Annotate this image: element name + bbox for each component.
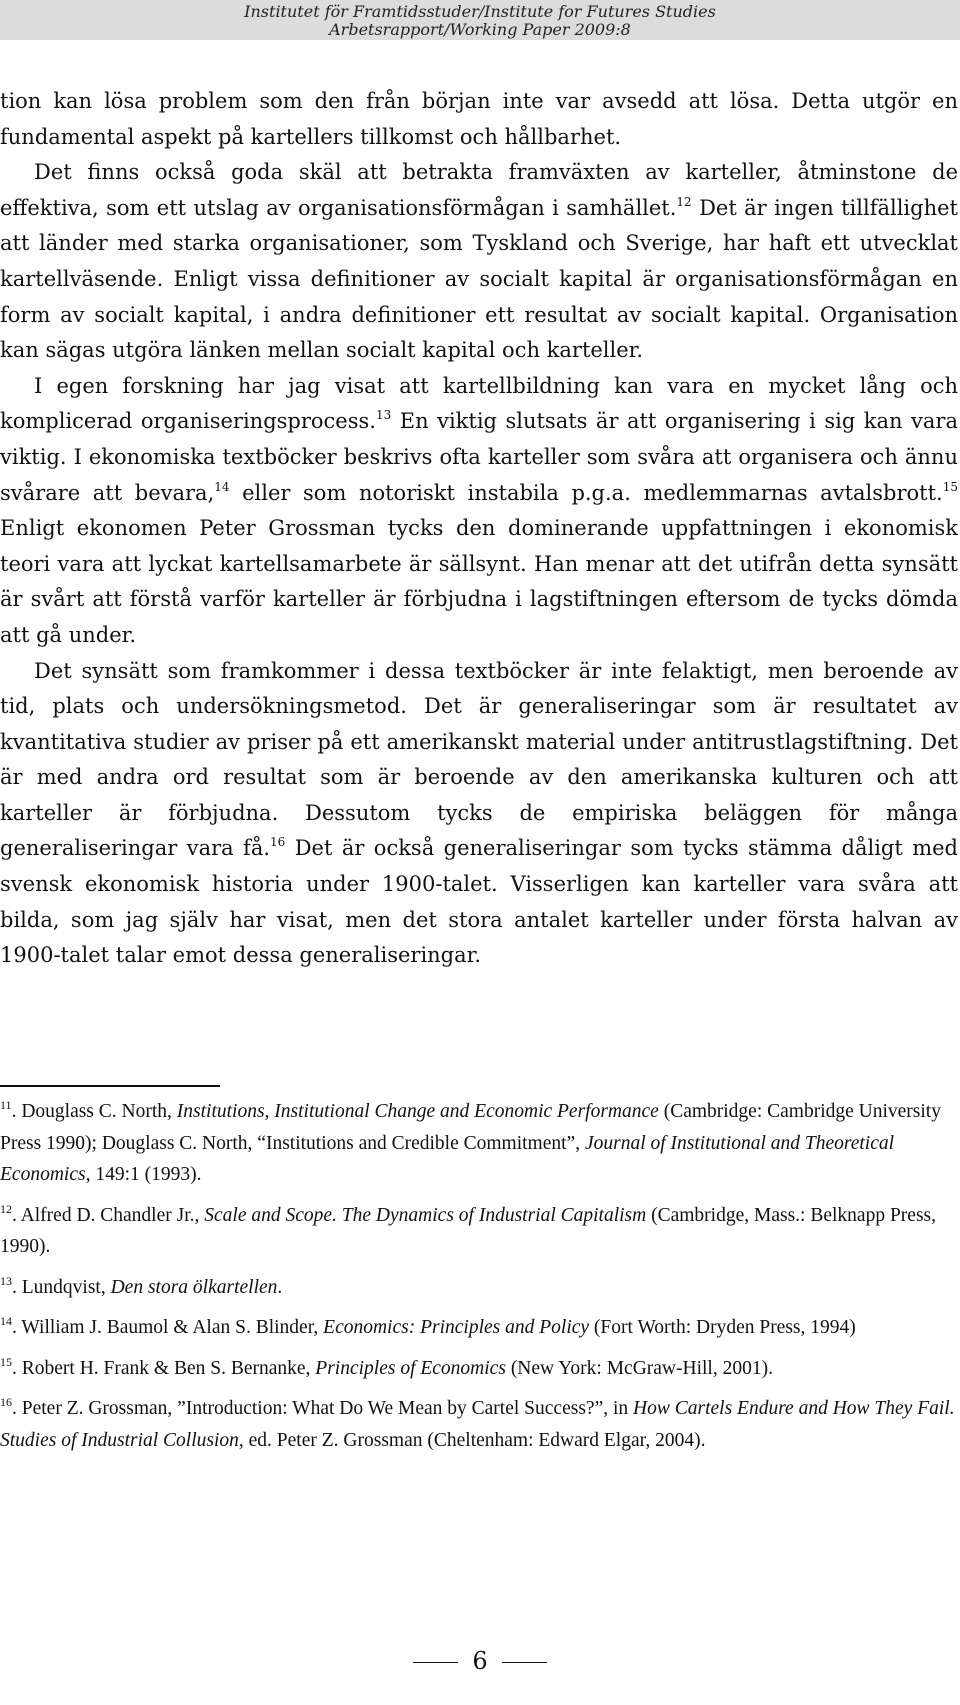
footnote-title: Scale and Scope. The Dynamics of Industrial Capitalism bbox=[204, 1204, 647, 1226]
footnote-text: . William J. Baumol & Alan S. Blinder, bbox=[12, 1317, 324, 1338]
footnote-number: 14 bbox=[0, 1314, 12, 1328]
footnote-text: (Cambridge: Cambridge University Press 1990); Douglass C. North, “Institutions and Credible Commitment”, bbox=[0, 1101, 941, 1154]
footnote-number: 15 bbox=[0, 1354, 12, 1369]
footnotes bbox=[0, 1096, 958, 1465]
footnote-text: (Cambridge, Mass.: Belknapp Press, 1990). bbox=[0, 1204, 936, 1257]
footnote-text: , 149:1 (1993). bbox=[85, 1164, 202, 1185]
footnote-separator bbox=[0, 1085, 220, 1087]
footnote-text: . Douglass C. North, bbox=[11, 1101, 177, 1122]
footnote-15 bbox=[0, 1353, 958, 1385]
paragraph-4: Det synsätt som framkommer i dessa textböcker är inte felaktigt, men beroende av tid, plats och undersökningsmetod. Det är generaliseringar som är resultatet av kvantitativa studier av priser på ett amerikanskt material under antitrustlagstiftning. Det är med andra ord resultat som är beroende av den amerikanska kulturen och att karteller är förbjudna. Dessutom tycks de empiriska beläggen för många generaliseringar vara få.$^{16}$ Det är också generaliseringar som tycks stämma dåligt med svensk ekonomisk historia under 1900-talet. Visserligen kan karteller vara svåra att bilda, som jag själv har visat, men det stora antalet karteller under första halvan av 1900-talet talar emot dessa generaliseringar. bbox=[0, 658, 959, 968]
footnote-title: Institutions, Institutional Change and Economic Performance bbox=[176, 1101, 659, 1122]
footnote-text: (New York: McGraw-Hill, 2001). bbox=[505, 1357, 773, 1379]
paragraph-2: Det finns också goda skäl att betrakta framväxten av karteller, åtminstone de effektiva, som ett utslag av organisationsförmågan i samhället.$^{12}$ Det är ingen tillfällighet att länder med starka organisationer, som Tyskland och Sverige, har haft ett utvecklat kartellväsende. Enligt vissa definitioner av socialt kapital är organisationsförmågan en form av socialt kapital, i andra definitioner ett resultat av socialt kapital. Organisation kan sägas utgöra länken mellan socialt kapital och karteller. bbox=[0, 160, 958, 363]
footnote-title: Principles of Economics bbox=[315, 1357, 506, 1379]
footnote-number: 16 bbox=[0, 1395, 12, 1409]
footnote-text: . Peter Z. Grossman, ”Introduction: What Do We Mean by Cartel Success?”, in bbox=[12, 1398, 634, 1419]
header-institute: Institutet för Framtidsstuder/Institute for Futures Studies bbox=[244, 2, 716, 21]
footnote-title: Economics: Principles and Policy bbox=[323, 1317, 590, 1338]
footnote-ref-15[interactable]: 15 bbox=[942, 479, 958, 494]
footnote-number: 12 bbox=[0, 1201, 12, 1216]
footnote-title: Journal of Institutional and Theoretical Economics bbox=[0, 1132, 895, 1185]
footnote-text: , ed. Peter Z. Grossman (Cheltenham: Edward Elgar, 2004). bbox=[238, 1429, 706, 1451]
footnote-13 bbox=[0, 1272, 958, 1304]
footnote-ref-16[interactable]: 16 bbox=[270, 835, 286, 850]
footnote-ref-13[interactable]: 13 bbox=[375, 408, 392, 423]
footnote-number: 13 bbox=[0, 1273, 12, 1288]
footnote-title: Den stora ölkartellen bbox=[110, 1276, 278, 1298]
footnote-text: . Robert H. Frank & Ben S. Bernanke, bbox=[12, 1357, 316, 1379]
footnote-text: . Alfred D. Chandler Jr., bbox=[12, 1204, 205, 1226]
body-text bbox=[0, 84, 958, 974]
header-working-paper: Arbetsrapport/Working Paper 2009:8 bbox=[329, 20, 631, 39]
footnote-11 bbox=[0, 1096, 958, 1191]
footnote-text: . Lundqvist, bbox=[12, 1276, 111, 1298]
footnote-12 bbox=[0, 1200, 958, 1263]
footnote-text: (Fort Worth: Dryden Press, 1994) bbox=[589, 1317, 856, 1338]
paragraph-1: tion kan lösa problem som den från början inte var avsedd att lösa. Detta utgör en fundamental aspekt på kartellers tillkomst och hållbarhet. bbox=[0, 89, 958, 149]
paragraph-3: I egen forskning har jag visat att kartellbildning kan vara en mycket lång och komplicerad organiseringsprocess.$^{13}$ En viktig slutsats är att organisering i sig kan vara viktig. I ekonomiska textböcker beskrivs ofta karteller som svåra att organisera och ännu svårare att bevara,$^{14}$ eller som notoriskt instabila p.g.a. medlemmarnas avtalsbrott.$^{15}$ Enligt ekonomen Peter Grossman tycks den dominerande uppfattningen i ekonomisk teori vara att lyckat kartellsamarbete är sällsynt. Han menar att det utifrån detta synsätt är svårt att förstå varför karteller är förbjudna i lagstiftningen eftersom de tycks dömda att gå under. bbox=[0, 373, 958, 647]
page-number-value: 6 bbox=[472, 1647, 488, 1675]
page-number bbox=[0, 1641, 960, 1681]
footnote-ref-14[interactable]: 14 bbox=[214, 479, 230, 494]
page-number-dash-right bbox=[502, 1662, 547, 1664]
footnote-text: . bbox=[277, 1276, 283, 1298]
footnote-title: How Cartels Endure and How They Fail. Studies of Industrial Collusion bbox=[0, 1398, 955, 1451]
footnote-ref-12[interactable]: 12 bbox=[676, 194, 692, 209]
footnote-16 bbox=[0, 1393, 958, 1456]
running-header bbox=[0, 0, 960, 40]
page-number-dash-left bbox=[413, 1662, 458, 1664]
footnote-number: 11 bbox=[0, 1098, 12, 1112]
footnote-14 bbox=[0, 1312, 958, 1344]
